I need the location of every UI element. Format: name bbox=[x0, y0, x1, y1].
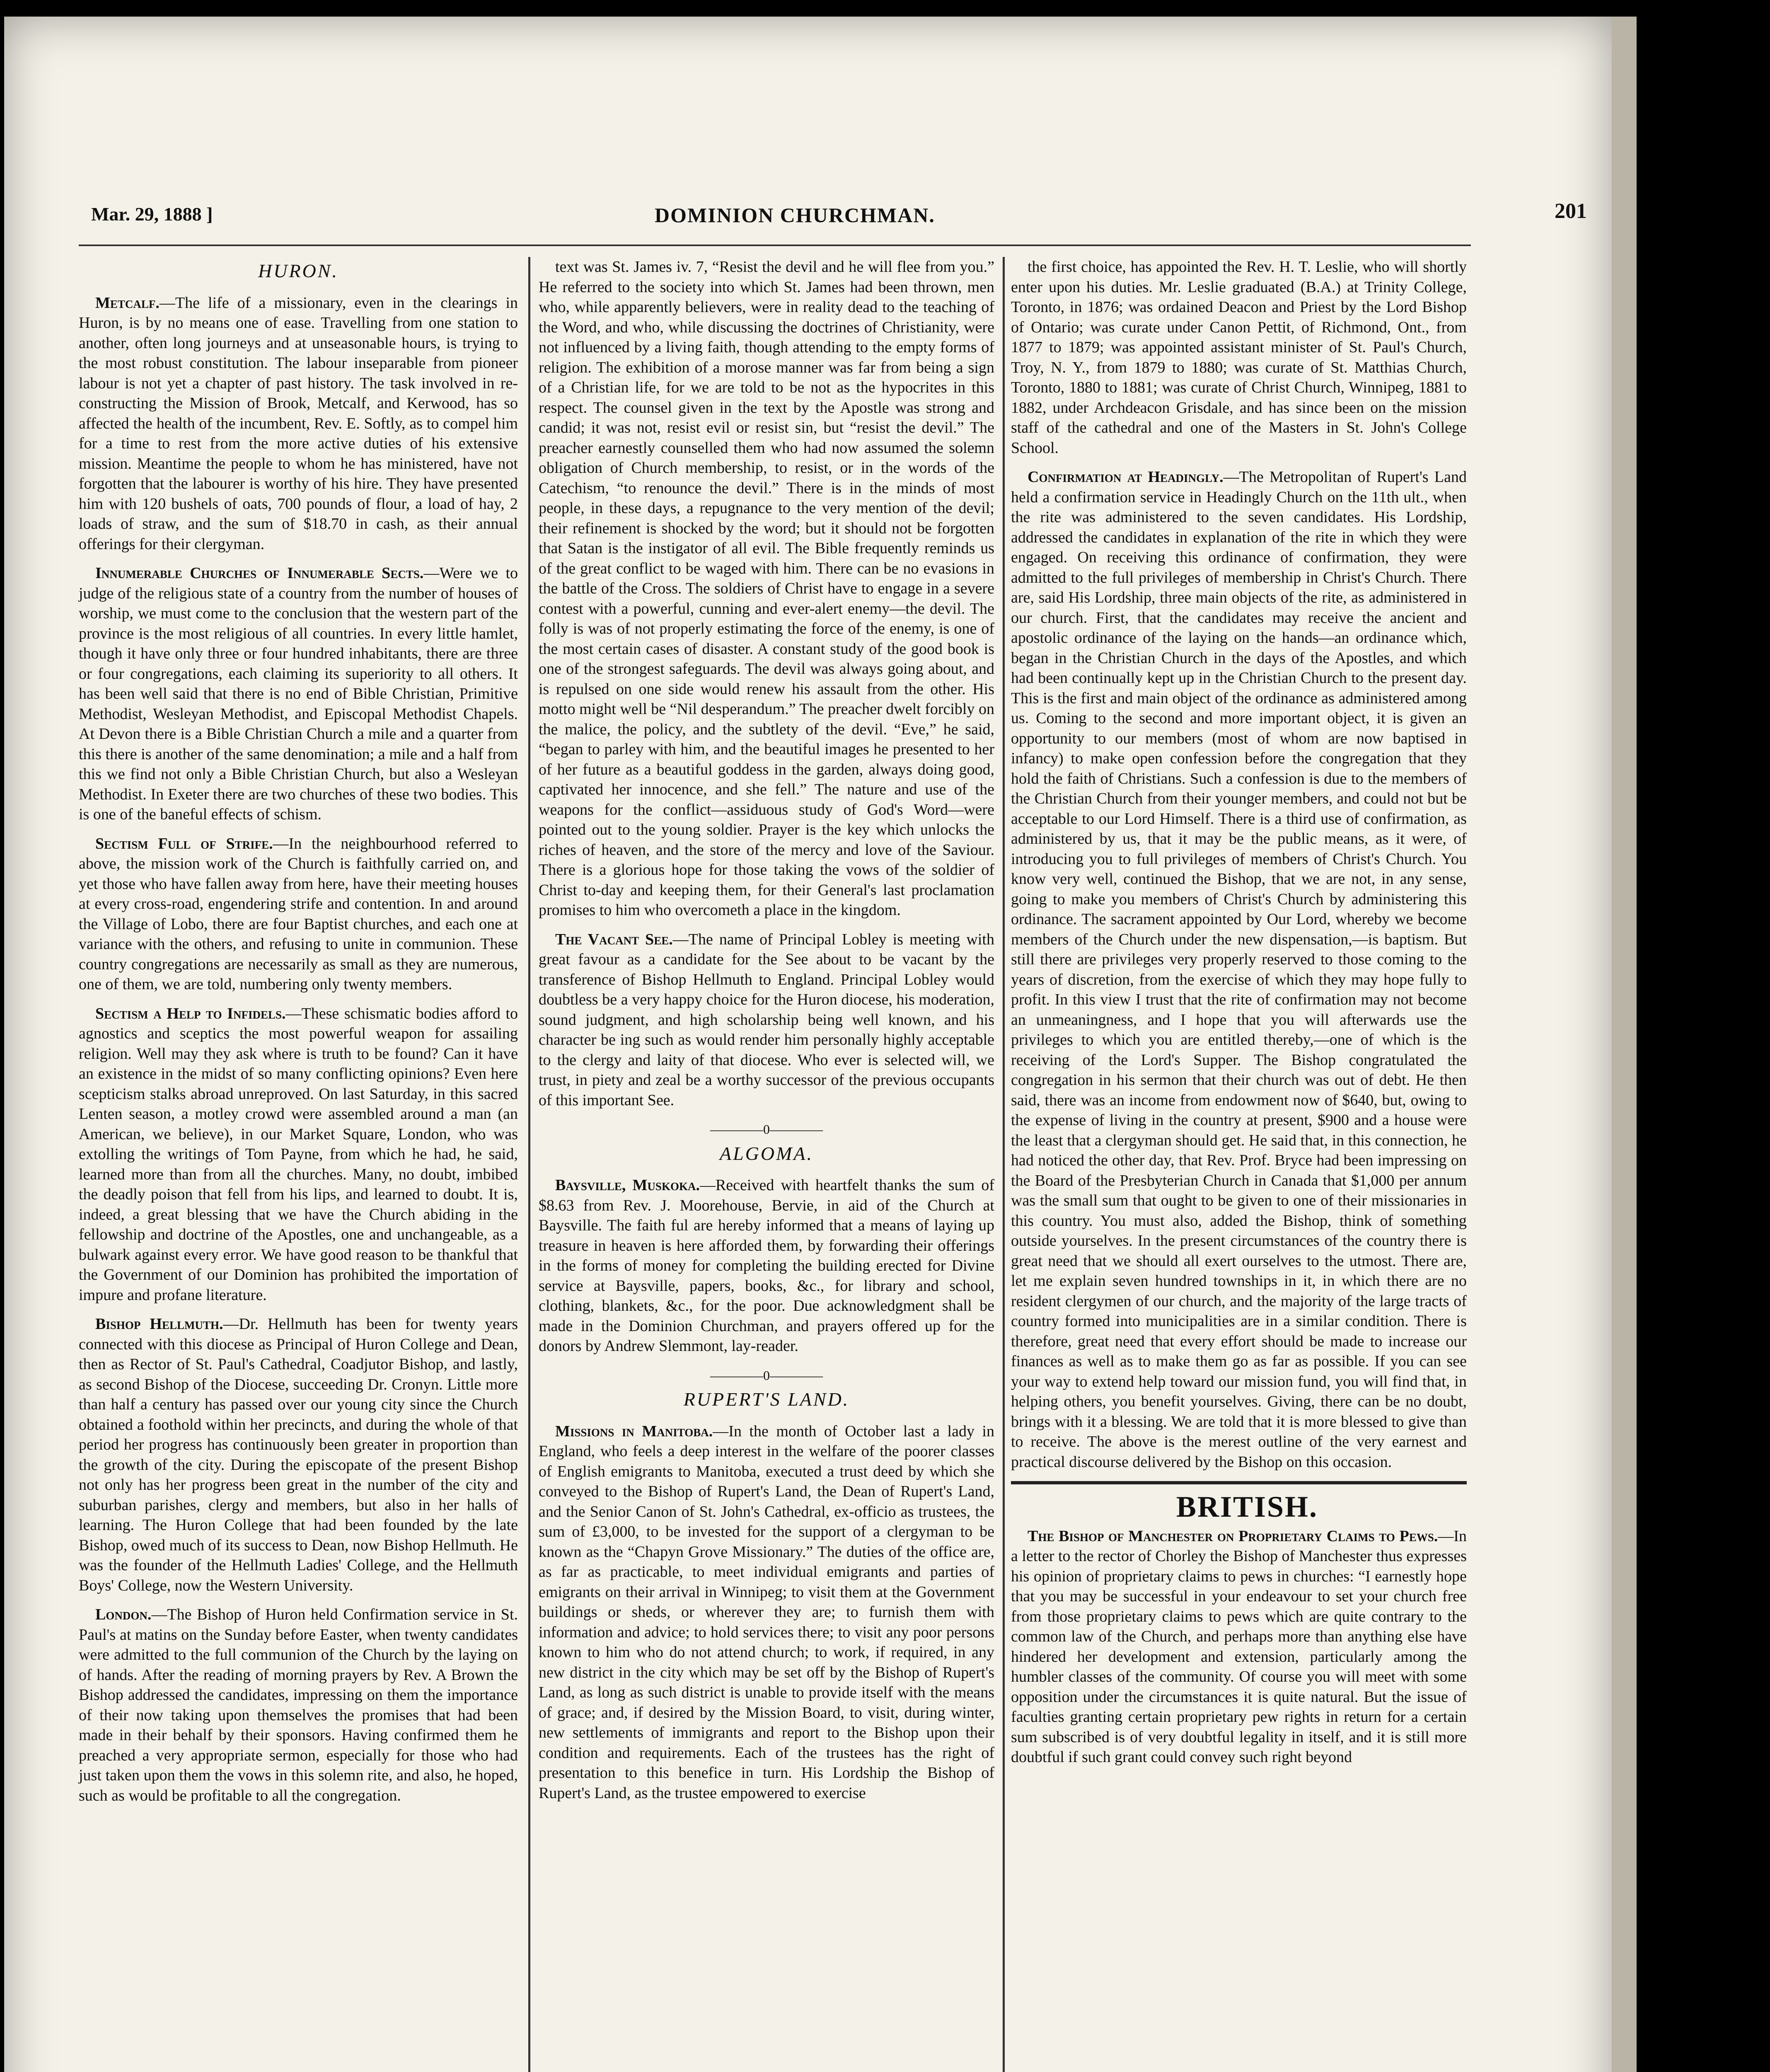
article-lead: The Bishop of Manchester on Proprietary Claims to Pews. bbox=[1028, 1527, 1438, 1545]
section-separator: ————0———— bbox=[710, 1122, 823, 1137]
article-body: text was St. James iv. 7, “Resist the devil and he will flee from you.” He referred to the society into which St. James had been thrown, men who, while apparently believers, were in reality dead to the teaching of the Word, and who, while discussing the doctrines of Christianity, were not influenced by a living faith, though attending to the empty forms of religion. The exhibition of a morose manner was far from being a sign of a Christian life, for we are told to be not as the hypocrites in this respect. The counsel given in the text by the Apostle was strong and candid; it was not, resist evil or resist sin, but “resist the devil.” The preacher earnestly counselled them who had now assumed the solemn obligation of Church membership, to resist, or in the words of the Catechism, “to renounce the devil.” There is in the minds of most people, in these days, a repugnance to the very mention of the devil; their refinement is shocked by the word; but it should not be forgotten that Satan is the instigator of all evil. The Bible frequently reminds us of the great conflict to be waged with him. There can be no evasions in the battle of the Cross. The soldiers of Christ have to engage in a severe contest with a powerful, cunning and ever-alert enemy—the devil. The folly is was of not properly estimating the force of the enemy, is one of the most certain cases of disaster. A constant study of the good book is one of the strongest safeguards. The devil was always going about, and is repulsed on one side would renew his assault from the other. His motto might well be “Nil desperandum.” The preacher dwelt forcibly on the malice, the policy, and the subtlety of the devil. “Eve,” he said, “began to parley with him, and the beautiful images he presented to her of her future as a beautiful goddess in the garden, always doing good, captivated her innocence, and she fell.” The nature and use of the weapons for the conflict—assiduous study of God's Word—were pointed out to the young soldier. Prayer is the key which unlocks the riches of heaven, and the store of the mercy and love of the Saviour. There is a glorious hope for those taking the vows of the soldier of Christ to-day and keeping them, for their General's last proclamation promises to him who overcometh a place in the kingdom. bbox=[539, 258, 994, 919]
article-list bbox=[79, 293, 518, 1806]
section-heading-huron: HURON. bbox=[258, 260, 339, 281]
article-lead: Bishop Hellmuth. bbox=[95, 1315, 223, 1333]
article-paragraph bbox=[79, 834, 518, 995]
article-list bbox=[539, 257, 994, 1110]
column-divider bbox=[528, 257, 530, 2072]
article-lead: Innumerable Churches of Innumerable Sects. bbox=[95, 564, 424, 582]
article-list bbox=[539, 1175, 994, 1356]
article-body: —Were we to judge of the religious state of a country from the number of houses of worship, we must come to the conclusion that the western part of the province is the most religious of all countries. In every little hamlet, though it have only three or four hundred inhabitants, there are three or four congregations, each claiming its superiority to all others. It has been well said that there is no end of Bible Christian, Primitive Methodist, Wesleyan Methodist, and Episcopal Methodist Chapels. At Devon there is a Bible Christian Church a mile and a quarter from this there is another of the same denomination; a mile and a half from this we find not only a Bible Christian Church, but also a Wesleyan Methodist. In Exeter there are two churches of these two bodies. This is one of the baneful effects of schism. bbox=[79, 564, 518, 823]
column-divider bbox=[1003, 257, 1005, 2072]
article-body: —The Metropolitan of Rupert's Land held a confirmation service in Headingly Church on the 11th ult., when the rite was administered to the seven candidates. His Lordship, addressed the candidates in explanation of the rite in which they were engaged. On receiving this ordinance of confirmation, they were admitted to the full privileges of membership in Christ's Church. There are, said His Lordship, three main objects of the rite, as administered in our church. First, that the candidates may receive the ancient and apostolic ordinance of the laying on the hands—an ordinance which, began in the Christian Church in the days of the Apostles, and which had been continually kept up in the Christian Church to the present day. This is the first and main object of the ordinance as administered among us. Coming to the second and more important object, it is given an opportunity to our members (most of whom are now baptised in infancy) to make open confession before the congregation that they hold the faith of Christians. Such a confession is due to the members of the Christian Church from their younger members, and could not but be acceptable to our Lord Himself. There is a third use of confirmation, as administered by us, that it may be the public means, as it were, of introducing you to full privileges of members of Christ's Church. You know very well, continued the Bishop, that we are not, in any sense, going to make you members of Christ's Church by administering this ordinance. The sacrament appointed by Our Lord, whereby we become members of the Church under the new dispensation,—is baptism. But still there are privileges very properly reserved to those coming to the years of discretion, from the exercise of which they may hope fully to profit. In this view I trust that the rite of confirmation may not become an unmeaningness, and I hope that you will afterwards use the privileges to which you are entitled thereby,—one of which is the receiving of the Lord's Supper. The Bishop congratulated the congregation in his sermon that their church was out of debt. He then said, there was an income from endowment now of $640, but, owing to the expense of living in the country at present, $900 and a house were the least that a clergyman should get. He said that, in this connection, he had noticed the other day, that Rev. Prof. Bryce had been impressing on the Board of the Presbyterian Church in Canada that $1,000 per annum was the small sum that ought to be given to one of their missionaries in this country. You must also, added the Bishop, think of something outside yourselves. In the present circumstances of the country there is great need that we should all exert ourselves to the utmost. There are, let me explain seven hundred townships in it, in which there are no resident clergymen of our church, and the majority of the large tracts of country formed into municipalities are in a similar condition. There is therefore, great need that every effort should be made to increase our finances as well as to make them go as far as possible. If you can see your way to extend help toward our mission fund, you will find that, in helping others, you benefit yourselves. Giving, there can be no doubt, brings with it a blessing. We are told that it is more blessed to give than to receive. The above is the merest outline of the very earnest and practical discourse delivered by the Bishop on this occasion. bbox=[1011, 468, 1467, 1471]
article-paragraph bbox=[79, 1004, 518, 1305]
article-body: —In the month of October last a lady in England, who feels a deep interest in the welfare of the poorer classes of English emigrants to Manitoba, executed a trust deed by which she conveyed to the Bishop of Rupert's Land, the Dean of Rupert's Land, and the Senior Canon of St. John's Cathedral, ex-officio as trustees, the sum of £3,000, to be invested for the support of a clergyman to be known as the “Chapyn Grove Missionary.” The duties of the office are, as far as practicable, to meet individual emigrants and parties of emigrants on their arrival in Winnipeg; to visit them at the Government buildings or sheds, or wherever they are; to furnish them with information and advice; to hold services there; to visit any poor persons known to him who do not attend church; to work, if required, in any new district in the city which may be set off by the Bishop of Rupert's Land, as long as such district is unable to provide itself with the means of grace; and, if desired by the Mission Board, to visit, during winter, new settlements of immigrants and report to the Bishop upon their condition and requirements. Each of the trustees has the right of presentation to this benefice in turn. His Lordship the Bishop of Rupert's Land, as the trustee empowered to exercise bbox=[539, 1422, 994, 1802]
article-body: —The Bishop of Huron held Confirmation service in St. Paul's at matins on the Sunday before Easter, when twenty candidates were admitted to the full communion of the Church by the laying on of hands. After the reading of morning prayers by Rev. A Brown the Bishop addressed the candidates, impressing on them the importance of their now taking upon themselves the promises that had been made in their behalf by their sponsors. Having confirmed them he preached a very appropriate sermon, especially for those who had just taken upon them the vows in this solemn rite, and also, he hoped, such as would be profitable to all the congregation. bbox=[79, 1606, 518, 1804]
section-heading-british: BRITISH. bbox=[1011, 1481, 1467, 1517]
article-body: —In a letter to the rector of Chorley the Bishop of Manchester thus expresses his opinion of proprietary claims to pews in churches: “I earnestly hope that you may be successful in your endeavour to set your church free from those proprietary claims to pews which are quite contrary to the common law of the Church, and perhaps more than anything else have hindered her development and extension, particularly among the humbler classes of the community. Of course you will meet with some opposition under the circumstances it is quite natural. But the issue of faculties granting certain proprietary pew rights in return for a certain sum subscribed is of very doubtful legality in itself, and it is still more doubtful if such grant could convey such right beyond bbox=[1011, 1527, 1467, 1766]
article-list bbox=[1011, 257, 1467, 1472]
column-right bbox=[1011, 257, 1467, 1777]
article-paragraph bbox=[1011, 467, 1467, 1472]
section-separator: ————0———— bbox=[710, 1368, 823, 1383]
article-body: —In the neighbourhood referred to above, the mission work of the Church is faithfully carried on, and yet those who have fallen away from here, have their meeting houses at every cross-road, engendering strife and contention. In and around the Village of Lobo, there are four Baptist churches, and each one at variance with the others, and refusing to unite in communion. These country congregations are necessarily as small as they are numerous, one of them, we are told, numbering only twenty members. bbox=[79, 835, 518, 993]
column-left bbox=[79, 257, 518, 1815]
article-paragraph bbox=[539, 1175, 994, 1356]
article-paragraph bbox=[79, 563, 518, 825]
article-lead: Metcalf. bbox=[95, 294, 160, 312]
article-list bbox=[539, 1421, 994, 1803]
article-list bbox=[1011, 1526, 1467, 1767]
page-number: 201 bbox=[1555, 199, 1587, 223]
article-lead: London. bbox=[95, 1606, 152, 1623]
article-body: the first choice, has appointed the Rev. H. T. Leslie, who will shortly enter upon his duties. Mr. Leslie graduated (B.A.) at Trinity College, Toronto, in 1876; was ordained Deacon and Priest by the Lord Bishop of Ontario; was curate under Canon Pettit, of Richmond, Ont., from 1877 to 1879; was appointed assistant minister of St. Paul's Church, Troy, N. Y., from 1879 to 1880; was curate of St. Matthias Church, Toronto, 1880 to 1881; was curate of Christ Church, Winnipeg, 1881 to 1882, under Archdeacon Grisdale, and has since been on the mission staff of the cathedral and one of the Masters in St. John's College School. bbox=[1011, 258, 1467, 457]
section-heading-ruperts-land: RUPERT'S LAND. bbox=[683, 1389, 850, 1410]
article-lead: Missions in Manitoba. bbox=[555, 1422, 713, 1440]
page-header bbox=[41, 199, 1591, 236]
article-lead: Sectism a Help to Infidels. bbox=[95, 1005, 286, 1022]
header-rule bbox=[79, 244, 1471, 246]
article-paragraph bbox=[1011, 257, 1467, 458]
article-body: —These schismatic bodies afford to agnostics and sceptics the most powerful weapon for assailing religion. Well may they ask where is truth to be found? Can it have an existence in the midst of so many conflicting opinions? Even here scepticism stalks abroad unreproved. On last Saturday, in this sacred Lenten season, a motley crowd were assembled around a man (an American, we believe), in our Market Square, London, who was extolling the writings of Tom Payne, from which he had, he said, learned more than from all the churches. Many, no doubt, imbibed the deadly poison that fell from his lips, and learned to doubt. It is, indeed, a great blessing that we have the Church abiding in the fellowship and doctrine of the Apostles, one and unchangeable, as a bulwark against every error. We have good reason to be thankful that the Government of our Dominion has prohibited the importation of impure and profane literature. bbox=[79, 1005, 518, 1304]
article-paragraph bbox=[539, 257, 994, 920]
article-body: —The name of Principal Lobley is meeting with great favour as a candidate for the See about to be vacant by the transference of Bishop Hellmuth to England. Principal Lobley would doubtless be a very happy choice for the Huron diocese, his moderation, sound judgment, and high scholarship being well known, and his character be ing such as would render him personally highly acceptable to the clergy and laity of that diocese. Who ever is selected will, we trust, in piety and zeal be a worthy successor of the previous occupants of this important See. bbox=[539, 930, 994, 1109]
article-lead: Sectism Full of Strife. bbox=[95, 835, 273, 852]
article-paragraph bbox=[539, 929, 994, 1111]
issue-date: Mar. 29, 1888 ] bbox=[91, 203, 213, 225]
article-body: —Received with heartfelt thanks the sum of $8.63 from Rev. J. Moorehouse, Bervie, in aid of the Church at Baysville. The faith ful are hereby informed that a means of laying up treasure in heaven is here afforded them, by forwarding their offerings in the forms of money for completing the building erected for Divine service at Baysville, papers, books, &c., for library and school, clothing, blankets, &c., for the poor. Due acknowledgment shall be made in the Dominion Churchman, and prayers offered up for the donors by Andrew Slemmont, lay-reader. bbox=[539, 1176, 994, 1355]
column-middle bbox=[539, 257, 994, 1812]
masthead-title: DOMINION CHURCHMAN. bbox=[655, 203, 935, 227]
section-heading-algoma: ALGOMA. bbox=[719, 1143, 814, 1164]
article-paragraph bbox=[1011, 1526, 1467, 1767]
book-edge bbox=[1612, 17, 1637, 2072]
article-lead: Confirmation at Headingly. bbox=[1028, 468, 1224, 486]
article-paragraph bbox=[79, 1605, 518, 1806]
article-paragraph bbox=[79, 1314, 518, 1595]
article-lead: Baysville, Muskoka. bbox=[555, 1176, 700, 1194]
article-lead: The Vacant See. bbox=[555, 930, 673, 948]
article-paragraph bbox=[539, 1421, 994, 1803]
article-paragraph bbox=[79, 293, 518, 554]
article-body: —The life of a missionary, even in the clearings in Huron, is by no means one of ease. Travelling from one station to another, often long journeys and at unseasonable hours, is trying to the most robust constitution. The labour inseparable from pioneer labour is not yet a chapter of past history. The task involved in re-constructing the Mission of Brook, Metcalf, and Kerwood, has so affected the health of the incumbent, Rev. E. Softly, as to compel him for a time to rest from the more active duties of his extensive mission. Meantime the people to whom he has ministered, have not forgotten that the labourer is worthy of his hire. They have presented him with 120 bushels of oats, 700 pounds of flour, a load of hay, 2 loads of straw, and the sum of $18.70 in cash, as their annual offerings for their clergyman. bbox=[79, 294, 518, 553]
article-body: —Dr. Hellmuth has been for twenty years connected with this diocese as Principal of Huron College and Dean, then as Rector of St. Paul's Cathedral, Coadjutor Bishop, and lastly, as second Bishop of the Diocese, succeeding Dr. Cronyn. Little more than half a century has passed over our young city since the Church obtained a foothold within her precincts, and during the whole of that period her progress has continuously been greater in proportion than the growth of the city. During the episcopate of the present Bishop not only has her progress been great in the number of the city and suburban parishes, clergy and members, but also in her halls of learning. The Huron College that had been founded by the late Bishop, owed much of its success to Dean, now Bishop Hellmuth. He was the founder of the Hellmuth Ladies' College, and the Hellmuth Boys' College, now the Western University. bbox=[79, 1315, 518, 1594]
